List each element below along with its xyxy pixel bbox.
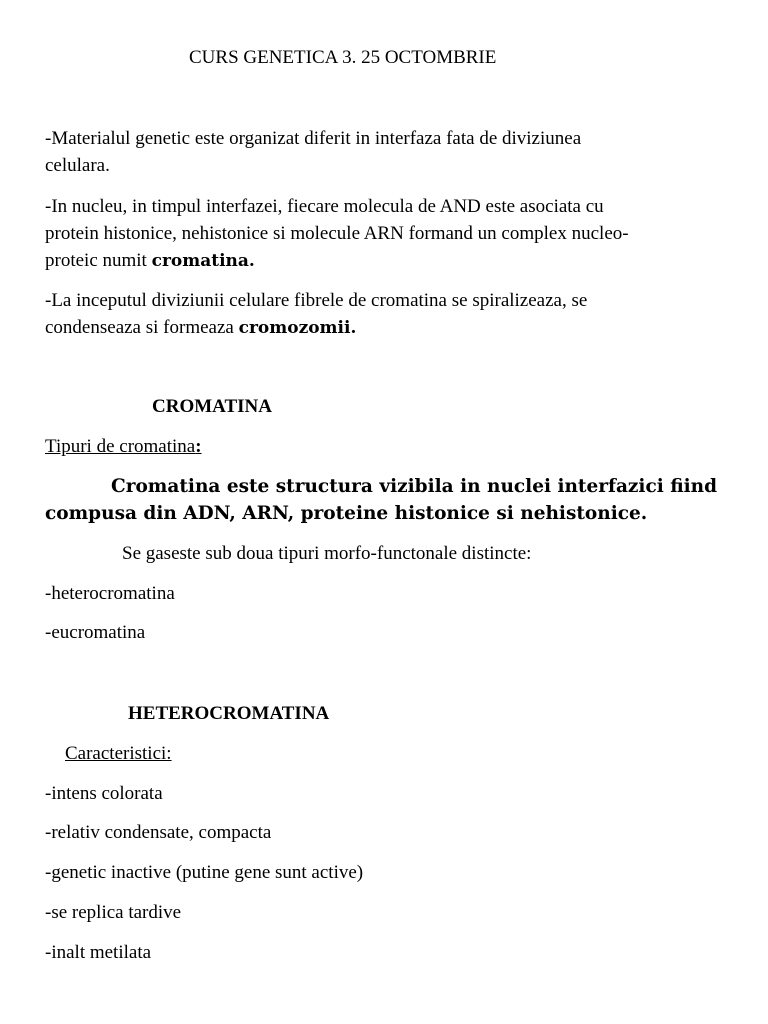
intro-paragraph-3-line-1: -La inceputul diviziunii celulare fibrele de cromatina se spiralizeaza, se [45, 290, 588, 311]
intro-paragraph-3-text: condenseaza si formeaza [45, 317, 239, 338]
cromatina-term: cromatina. [151, 251, 255, 271]
types-label-text: Tipuri de cromatina [45, 436, 196, 457]
types-label [45, 434, 202, 460]
list-item: -se replica tardive [45, 902, 182, 923]
cromatina-definition-line-2: compusa din ADN, ARN, proteine histonice si nehistonice. [45, 503, 648, 524]
intro-paragraph-2-line-3 [45, 248, 255, 274]
characteristics-label: Caracteristici: [65, 743, 172, 764]
intro-paragraph-3-line-2 [45, 315, 356, 341]
types-label-colon: : [195, 436, 202, 457]
list-item: -inalt metilata [45, 942, 152, 963]
intro-paragraph-2-line-2: protein histonice, nehistonice si molecule ARN formand un complex nucleo- [45, 223, 629, 244]
list-item: -heterocromatina [45, 583, 175, 604]
intro-paragraph-2-text: proteic numit [45, 250, 152, 271]
intro-paragraph-1-line-1: -Materialul genetic este organizat diferit in interfaza fata de diviziunea [45, 128, 582, 149]
list-item: -genetic inactive (putine gene sunt active) [45, 862, 364, 883]
list-item: -intens colorata [45, 783, 163, 804]
list-item: -eucromatina [45, 622, 146, 643]
intro-paragraph-2-line-1: -In nucleu, in timpul interfazei, fiecare molecula de AND este asociata cu [45, 196, 604, 217]
list-item: -relativ condensate, compacta [45, 822, 272, 843]
cromozomii-term: cromozomii. [238, 318, 357, 338]
cromatina-heading: CROMATINA [152, 396, 272, 417]
heterocromatina-heading: HETEROCROMATINA [128, 703, 330, 724]
cromatina-definition-line-1: Cromatina este structura vizibila in nuclei interfazici fiind [111, 476, 718, 497]
types-intro-line: Se gaseste sub doua tipuri morfo-functonale distincte: [122, 543, 532, 564]
intro-paragraph-1-line-2: celulara. [45, 155, 110, 176]
page-title: CURS GENETICA 3. 25 OCTOMBRIE [189, 47, 497, 68]
